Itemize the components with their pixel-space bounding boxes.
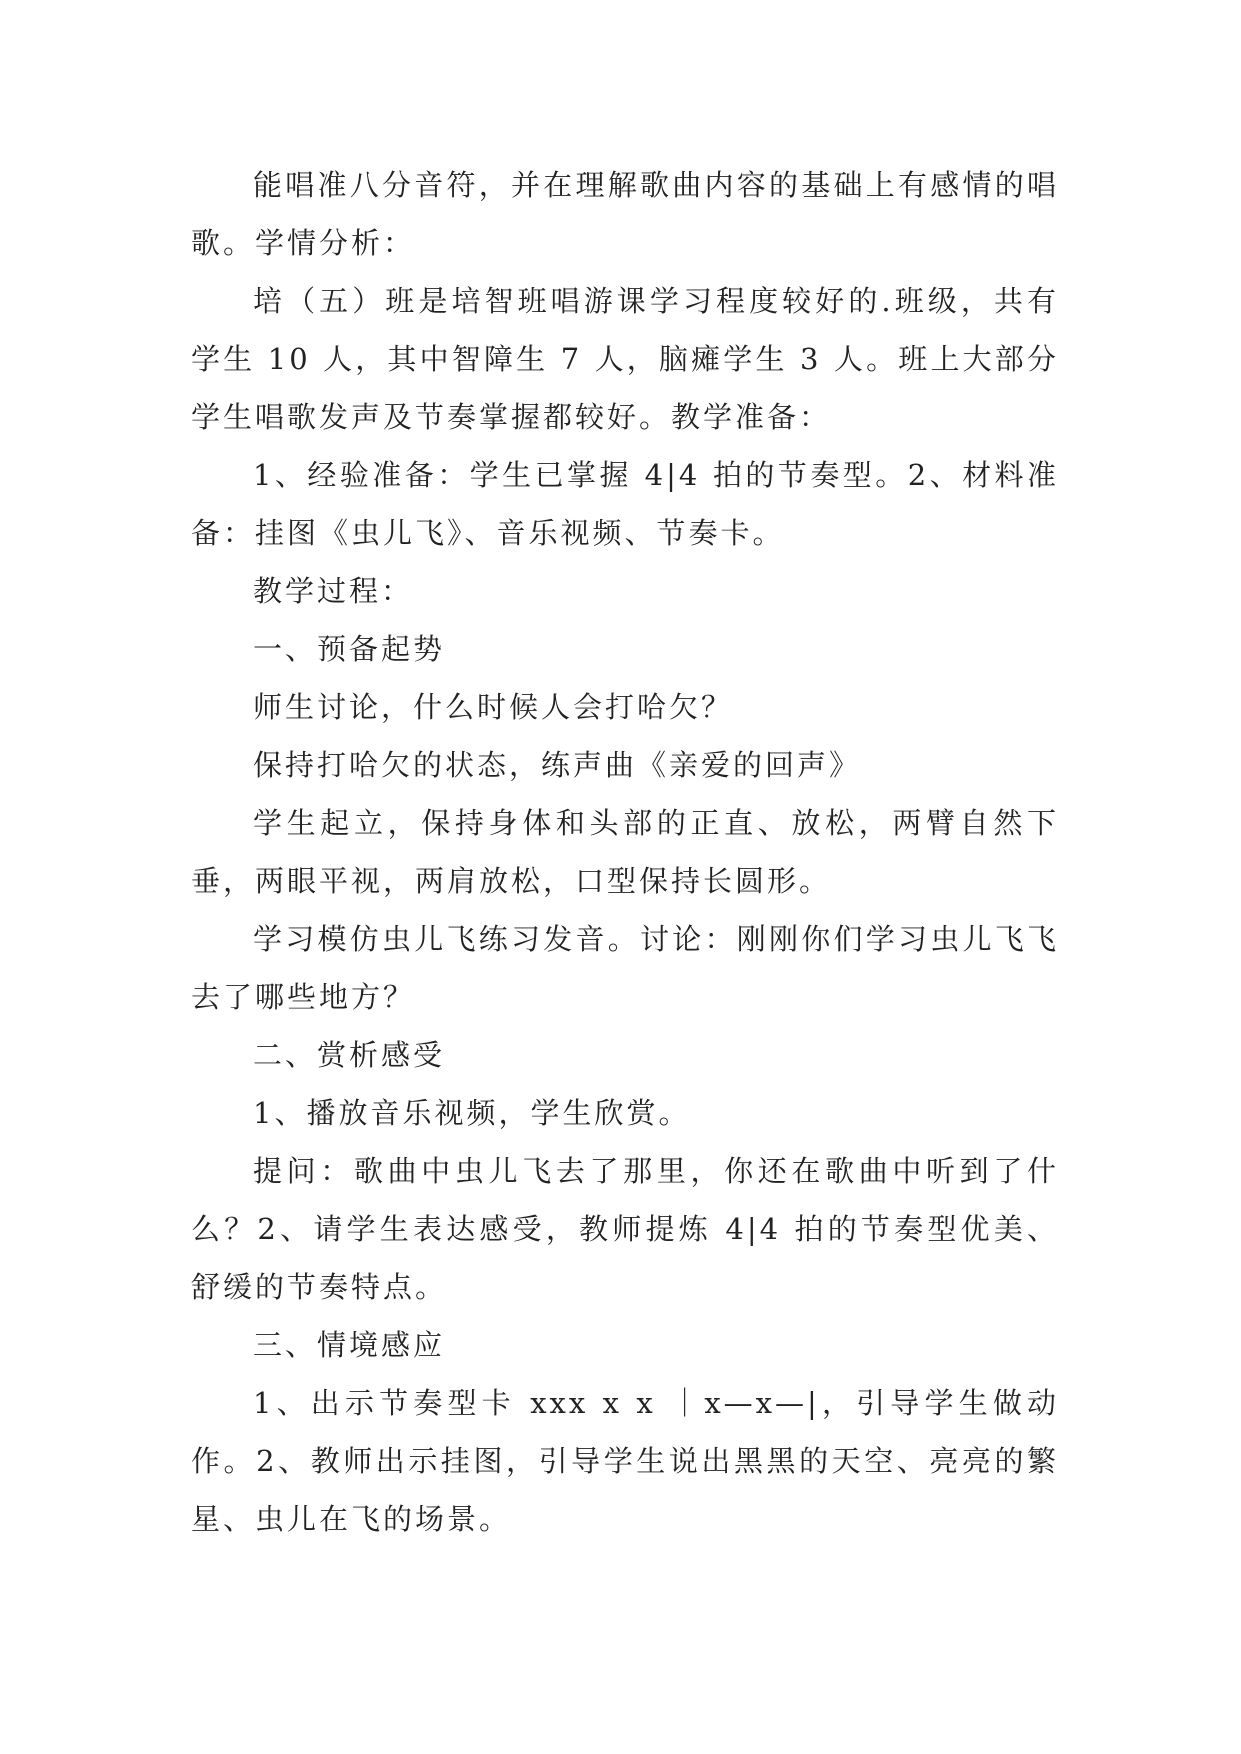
paragraph: 学生起立，保持身体和头部的正直、放松，两臂自然下垂，两眼平视，两肩放松，口型保持长圆形。	[191, 806, 1059, 898]
paragraph: 培（五）班是培智班唱游课学习程度较好的.班级，共有学生 10 人，其中智障生 7 人，脑瘫学生 3 人。班上大部分学生唱歌发声及节奏掌握都较好。教学准备：	[191, 284, 1059, 434]
paragraph: 师生讨论，什么时候人会打哈欠？	[253, 690, 734, 724]
paragraph: 提问：歌曲中虫儿飞去了那里，你还在歌曲中听到了什么？2、请学生表达感受，教师提炼 4|4 拍的节奏型优美、舒缓的节奏特点。	[191, 1154, 1059, 1304]
paragraph: 1、播放音乐视频，学生欣赏。	[253, 1096, 691, 1130]
paragraph: 1、经验准备：学生已掌握 4|4 拍的节奏型。2、材料准备：挂图《虫儿飞》、音乐视频、节奏卡。	[191, 458, 1059, 550]
section-heading: 一、预备起势	[253, 632, 446, 666]
paragraph: 学习模仿虫儿飞练习发音。讨论：刚刚你们学习虫儿飞飞去了哪些地方？	[191, 922, 1059, 1014]
paragraph: 能唱准八分音符，并在理解歌曲内容的基础上有感情的唱歌。学情分析：	[191, 168, 1059, 260]
paragraph: 教学过程：	[253, 574, 414, 608]
section-heading: 二、赏析感受	[253, 1038, 446, 1072]
document-body	[191, 156, 1059, 1548]
section-heading: 三、情境感应	[253, 1328, 446, 1362]
paragraph: 保持打哈欠的状态，练声曲《亲爱的回声》	[253, 748, 862, 782]
paragraph: 1、出示节奏型卡 xxx x x ｜x—x—|，引导学生做动作。2、教师出示挂图，引导学生说出黑黑的天空、亮亮的繁星、虫儿在飞的场景。	[191, 1386, 1059, 1536]
